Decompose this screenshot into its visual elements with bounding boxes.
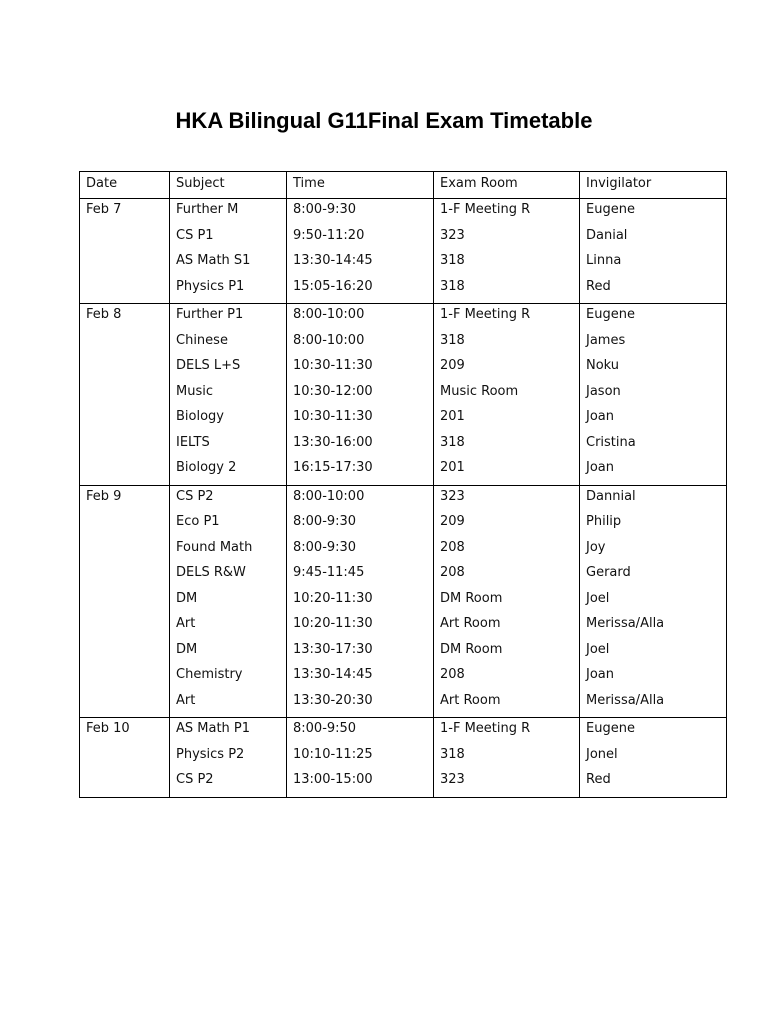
exam-time-column <box>287 485 434 718</box>
exam-time-column <box>287 304 434 486</box>
exam-invigilator: Gerard <box>586 565 631 580</box>
exam-invigilator: Philip <box>586 514 622 529</box>
exam-subject: Physics P1 <box>176 278 245 294</box>
exam-time: 9:45-11:45 <box>293 565 365 580</box>
exam-subject: Chinese <box>176 332 228 348</box>
exam-invigilator: James <box>586 332 626 348</box>
exam-time: 13:30-17:30 <box>293 641 373 657</box>
exam-room: 201 <box>440 409 465 424</box>
exam-room: 323 <box>440 488 465 504</box>
exam-subject-column <box>170 718 287 798</box>
exam-room: 209 <box>440 358 465 373</box>
exam-invigilator: Joan <box>586 667 614 682</box>
exam-time: 13:30-14:45 <box>293 253 373 268</box>
exam-room: Music Room <box>440 383 519 399</box>
exam-room: DM Room <box>440 590 503 606</box>
exam-invigilator: Joan <box>586 409 614 424</box>
exam-time: 13:30-14:45 <box>293 667 373 682</box>
exam-room-column <box>434 199 580 304</box>
exam-room: 1-F Meeting R <box>440 721 531 736</box>
exam-room: 209 <box>440 514 465 529</box>
exam-subject: DM <box>176 590 198 606</box>
date-cell <box>80 718 170 798</box>
date-cell <box>80 199 170 304</box>
exam-invigilator: Eugene <box>586 721 635 736</box>
exam-invigilator: Eugene <box>586 307 635 322</box>
exam-room: 201 <box>440 460 465 475</box>
exam-room: Art Room <box>440 616 501 631</box>
exam-time: 16:15-17:30 <box>293 460 373 475</box>
exam-invigilator: Jason <box>586 383 621 399</box>
date-cell <box>80 485 170 718</box>
exam-invigilator: Joel <box>586 590 610 606</box>
exam-subject: DELS R&W <box>176 565 246 580</box>
exam-invigilator: Merissa/Alla <box>586 616 665 631</box>
exam-room: 318 <box>440 332 465 348</box>
header-time: Time <box>287 172 434 199</box>
exam-time: 8:00-9:30 <box>293 202 357 217</box>
header-row <box>80 172 727 199</box>
exam-time: 8:00-9:50 <box>293 721 357 736</box>
exam-subject: DM <box>176 641 198 657</box>
header-subject: Subject <box>170 172 287 199</box>
exam-invigilator: Jonel <box>586 746 618 762</box>
day-row <box>80 199 727 304</box>
exam-subject: Art <box>176 692 196 708</box>
exam-time: 10:20-11:30 <box>293 590 373 606</box>
exam-subject: Further P1 <box>176 307 244 322</box>
exam-room-column <box>434 304 580 486</box>
exam-room: 323 <box>440 772 465 787</box>
exam-date: Feb 9 <box>86 488 122 504</box>
exam-time: 9:50-11:20 <box>293 227 365 243</box>
exam-invigilator: Eugene <box>586 202 635 217</box>
exam-subject: Biology <box>176 409 224 424</box>
exam-invigilator-column <box>580 199 727 304</box>
exam-subject: CS P2 <box>176 488 214 504</box>
exam-subject: Physics P2 <box>176 746 245 762</box>
exam-invigilator: Noku <box>586 358 620 373</box>
timetable-body <box>80 199 727 798</box>
exam-subject: IELTS <box>176 434 210 450</box>
exam-room: 318 <box>440 434 465 450</box>
exam-subject: AS Math S1 <box>176 253 251 268</box>
exam-date: Feb 7 <box>86 202 122 217</box>
exam-room: 318 <box>440 278 465 294</box>
exam-time: 13:30-20:30 <box>293 692 373 708</box>
exam-subject: Further M <box>176 202 239 217</box>
exam-time: 13:00-15:00 <box>293 772 373 787</box>
exam-room: 323 <box>440 227 465 243</box>
exam-timetable <box>79 171 727 798</box>
exam-time: 8:00-10:00 <box>293 307 365 322</box>
exam-time: 8:00-10:00 <box>293 332 365 348</box>
exam-subject: CS P1 <box>176 227 214 243</box>
exam-room: Art Room <box>440 692 501 708</box>
header-exam-room: Exam Room <box>434 172 580 199</box>
exam-subject: CS P2 <box>176 772 214 787</box>
exam-time: 15:05-16:20 <box>293 278 373 294</box>
exam-time: 10:20-11:30 <box>293 616 373 631</box>
exam-date: Feb 8 <box>86 307 122 322</box>
exam-time-column <box>287 718 434 798</box>
exam-room: 208 <box>440 565 465 580</box>
exam-room-column <box>434 718 580 798</box>
exam-room: 208 <box>440 539 465 555</box>
exam-invigilator: Cristina <box>586 434 636 450</box>
exam-time: 10:30-12:00 <box>293 383 373 399</box>
exam-subject-column <box>170 304 287 486</box>
exam-subject-column <box>170 199 287 304</box>
exam-time: 8:00-9:30 <box>293 539 357 555</box>
exam-subject: Biology 2 <box>176 460 237 475</box>
exam-invigilator: Danial <box>586 227 628 243</box>
header-invigilator: Invigilator <box>580 172 727 199</box>
exam-room: 208 <box>440 667 465 682</box>
exam-time: 13:30-16:00 <box>293 434 373 450</box>
exam-invigilator-column <box>580 485 727 718</box>
exam-room: 318 <box>440 746 465 762</box>
exam-time-column <box>287 199 434 304</box>
exam-invigilator-column <box>580 304 727 486</box>
page-title: HKA Bilingual G11Final Exam Timetable <box>175 108 593 133</box>
exam-subject: AS Math P1 <box>176 721 251 736</box>
exam-subject: DELS L+S <box>176 358 241 373</box>
exam-invigilator: Dannial <box>586 488 636 504</box>
day-row <box>80 304 727 486</box>
exam-subject: Eco P1 <box>176 514 220 529</box>
exam-time: 10:30-11:30 <box>293 358 373 373</box>
exam-subject: Music <box>176 383 213 399</box>
exam-invigilator: Joel <box>586 641 610 657</box>
exam-date: Feb 10 <box>86 721 130 736</box>
exam-time: 10:30-11:30 <box>293 409 373 424</box>
header-date: Date <box>80 172 170 199</box>
exam-room-column <box>434 485 580 718</box>
exam-subject-column <box>170 485 287 718</box>
exam-invigilator: Merissa/Alla <box>586 692 665 708</box>
exam-time: 8:00-10:00 <box>293 488 365 504</box>
exam-subject: Found Math <box>176 539 253 555</box>
exam-time: 8:00-9:30 <box>293 514 357 529</box>
exam-invigilator-column <box>580 718 727 798</box>
day-row <box>80 718 727 798</box>
exam-time: 10:10-11:25 <box>293 746 373 762</box>
exam-invigilator: Red <box>586 278 611 294</box>
day-row <box>80 485 727 718</box>
exam-room: 1-F Meeting R <box>440 307 531 322</box>
exam-invigilator: Joan <box>586 460 614 475</box>
exam-room: DM Room <box>440 641 503 657</box>
exam-subject: Chemistry <box>176 667 243 682</box>
exam-room: 1-F Meeting R <box>440 202 531 217</box>
date-cell <box>80 304 170 486</box>
exam-subject: Art <box>176 616 196 631</box>
exam-invigilator: Joy <box>586 539 606 555</box>
exam-room: 318 <box>440 253 465 268</box>
exam-invigilator: Red <box>586 772 611 787</box>
exam-invigilator: Linna <box>586 253 622 268</box>
